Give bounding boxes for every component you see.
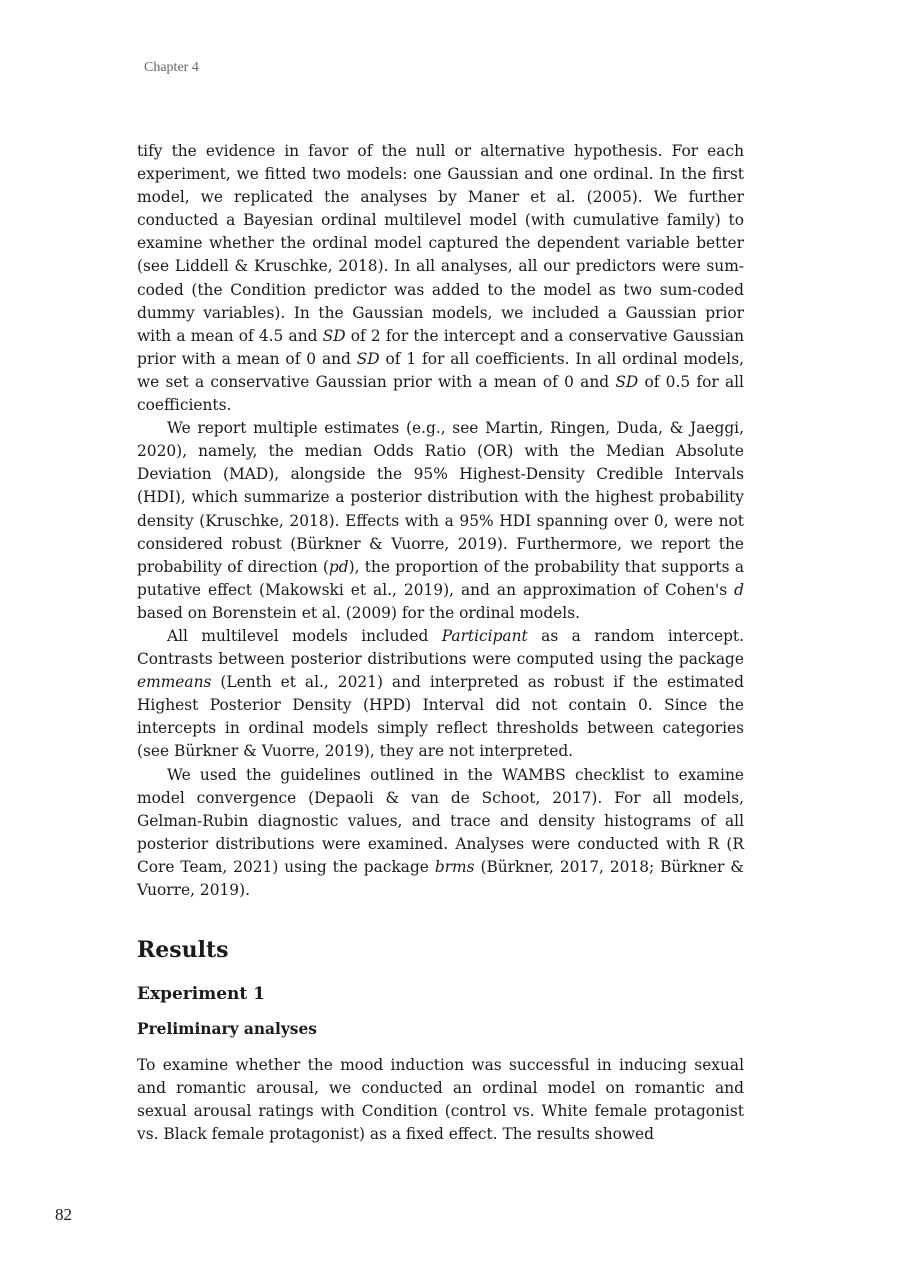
paragraph-text: tify the evidence in favor of the null or alternative hypothesis. For each experiment, we fitted two models: one Gaussian and one ordinal. In the first model, we replicated the analyses by Maner et al. (2005). We further conducted a Bayesian ordinal multilevel model (with cumulative family) to examine whether the ordinal model captured the dependent variable better (see Liddell & Kruschke, 2018). In all analyses, all our predictors were sum-coded (the Condition predictor was added to the model as two sum-coded dummy variables). In the Gaussian models, we included a Gaussian prior with a mean of 4.5 and: [137, 142, 744, 345]
paragraph-text-italic: SD: [615, 372, 639, 391]
paragraph-text: (Bürkner, 2017, 2018; Bürkner & Vuorre, 2019).: [137, 857, 744, 899]
paragraph-text-italic: brms: [434, 857, 475, 876]
paragraph-text-italic: pd: [328, 557, 349, 576]
paragraph-model-specification: [137, 140, 744, 417]
paragraph-text-italic: d: [734, 580, 744, 599]
paragraph-text-italic: SD: [322, 326, 346, 345]
subsection-heading-experiment-1: Experiment 1: [137, 984, 265, 1005]
paragraph-text: of 1 for all coefficients. In all ordinal models, we set a conservative Gaussian prior with a mean of 0 and: [137, 349, 744, 391]
section-heading-results: Results: [137, 937, 229, 964]
paragraph-text-italic: emmeans: [137, 673, 212, 692]
paragraph-multilevel-models: [137, 625, 744, 764]
page-body: [137, 140, 744, 1146]
paragraph-text: as a random intercept. Contrasts between posterior distributions were computed using the package: [137, 626, 745, 669]
paragraph-convergence: [137, 764, 744, 903]
paragraph-preliminary-analyses: To examine whether the mood induction was successful in inducing sexual and romantic arousal, we conducted an ordinal model on romantic and sexual arousal ratings with Condition (control vs. White female protagonist vs. Black female protagonist) as a fixed effect. The results showed: [137, 1056, 744, 1144]
paragraph-text: ), the proportion of the probability that supports a putative effect (Makowski et al., 2019), and an approximation of Cohen's: [137, 557, 745, 599]
paragraph-text-italic: Participant: [441, 626, 528, 645]
paragraph-text: based on Borenstein et al. (2009) for the ordinal models.: [137, 603, 580, 622]
paragraph-text: (Lenth et al., 2021) and interpreted as robust if the estimated Highest Posterior Density (HPD) Interval did not contain 0. Since the intercepts in ordinal models simply reflect thresholds between categories (see Bürkner & Vuorre, 2019), they are not interpreted.: [137, 673, 744, 761]
subsubsection-heading-preliminary-analyses: Preliminary analyses: [137, 1020, 317, 1039]
paragraph-text: All multilevel models included: [167, 626, 442, 645]
paragraph-text: of 2 for the intercept and a conservative Gaussian prior with a mean of 0 and: [137, 326, 744, 368]
paragraph-text: of 0.5 for all coefficients.: [137, 372, 744, 415]
running-head: Chapter 4: [144, 60, 199, 75]
paragraph-text: We used the guidelines outlined in the WAMBS checklist to examine model convergence (Depaoli & van de Schoot, 2017). For all models, Gelman-Rubin diagnostic values, and trace and density histograms of all posterior distributions were examined. Analyses were conducted with R (R Core Team, 2021) using the package: [137, 765, 744, 876]
paragraph-estimates: [137, 417, 744, 625]
paragraph-text-italic: SD: [356, 349, 380, 368]
paragraph-text: We report multiple estimates (e.g., see Martin, Ringen, Duda, & Jaeggi, 2020), namely, the median Odds Ratio (OR) with the Median Absolute Deviation (MAD), alongside the 95% Highest-Density Credible Intervals (HDI), which summarize a posterior distribution with the highest probability density (Kruschke, 2018). Effects with a 95% HDI spanning over 0, were not considered robust (Bürkner & Vuorre, 2019). Furthermore, we report the probability of direction (: [137, 419, 744, 576]
page-number: 82: [55, 1205, 72, 1224]
